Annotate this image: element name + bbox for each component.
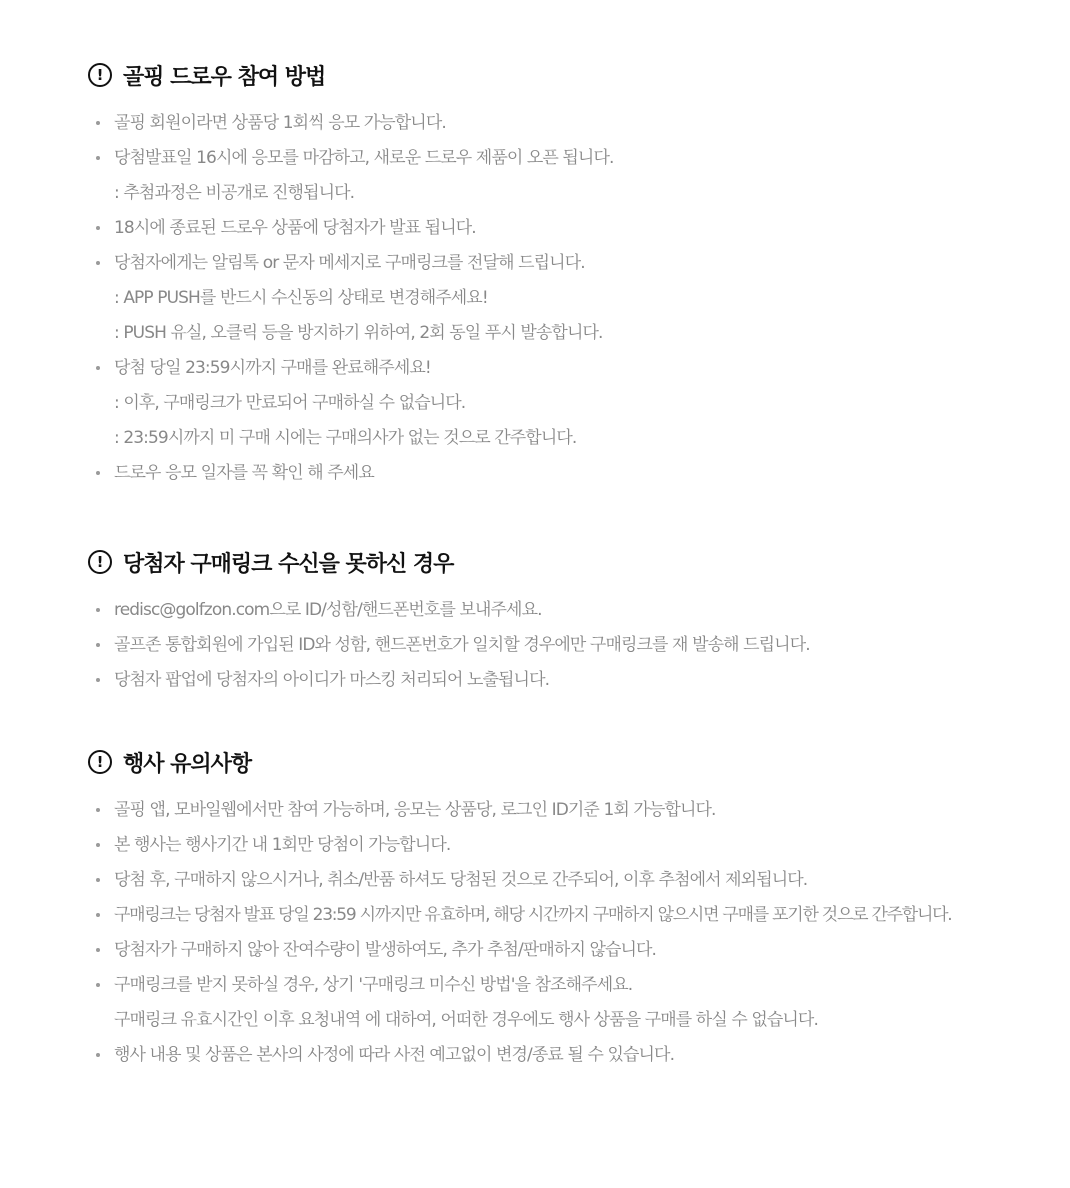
list-item: 당첨 당일 23:59시까지 구매를 완료해주세요!: [88, 351, 1050, 386]
section-title: 행사 유의사항: [123, 751, 252, 777]
exclamation-circle-icon: !: [88, 63, 112, 87]
list-item: 본 행사는 행사기간 내 1회만 당첨이 가능합니다.: [88, 828, 1050, 863]
notice-list: [88, 593, 1050, 698]
exclamation-circle-icon: !: [88, 750, 112, 774]
list-item: 구매링크는 당첨자 발표 당일 23:59 시까지만 유효하며, 해당 시간까지 구매하지 않으시면 구매를 포기한 것으로 간주합니다.: [88, 898, 1050, 933]
section-title: 당첨자 구매링크 수신을 못하신 경우: [123, 551, 454, 577]
list-item: 당첨자에게는 알림톡 or 문자 메세지로 구매링크를 전달해 드립니다.: [88, 246, 1050, 281]
section-header: [88, 60, 1050, 90]
list-item: 골핑 회원이라면 상품당 1회씩 응모 가능합니다.: [88, 106, 1050, 141]
section-header: [88, 547, 1050, 577]
list-item: 18시에 종료된 드로우 상품에 당첨자가 발표 됩니다.: [88, 211, 1050, 246]
list-item-note: : 23:59시까지 미 구매 시에는 구매의사가 없는 것으로 간주합니다.: [114, 428, 577, 448]
list-item: 당첨자가 구매하지 않아 잔여수량이 발생하여도, 추가 추첨/판매하지 않습니다.: [88, 933, 1050, 968]
list-item: 당첨자 팝업에 당첨자의 아이디가 마스킹 처리되어 노출됩니다.: [88, 663, 1050, 698]
notice-list: [88, 793, 1050, 1073]
list-item: 골핑 앱, 모바일웹에서만 참여 가능하며, 응모는 상품당, 로그인 ID기준 1회 가능합니다.: [88, 793, 1050, 828]
section-title: 골핑 드로우 참여 방법: [123, 64, 326, 90]
notice-list: [88, 106, 1050, 491]
list-item: 행사 내용 및 상품은 본사의 사정에 따라 사전 예고없이 변경/종료 될 수 있습니다.: [88, 1038, 1050, 1073]
list-item-note: : 이후, 구매링크가 만료되어 구매하실 수 없습니다.: [114, 393, 466, 413]
list-item: 드로우 응모 일자를 꼭 확인 해 주세요: [88, 456, 1050, 491]
section-link-not-received: [88, 547, 1050, 698]
list-item-note: 구매링크 유효시간인 이후 요청내역 에 대하여, 어떠한 경우에도 행사 상품을 구매를 하실 수 없습니다.: [114, 1010, 818, 1030]
section-event-notes: [88, 747, 1050, 1073]
list-item: redisc@golfzon.com으로 ID/성함/핸드폰번호를 보내주세요.: [88, 593, 1050, 628]
list-item-note: : APP PUSH를 반드시 수신동의 상태로 변경해주세요!: [114, 288, 488, 308]
list-item: 당첨 후, 구매하지 않으시거나, 취소/반품 하셔도 당첨된 것으로 간주되어, 이후 추첨에서 제외됩니다.: [88, 863, 1050, 898]
list-item: 구매링크를 받지 못하실 경우, 상기 '구매링크 미수신 방법'을 참조해주세요.: [88, 968, 1050, 1003]
list-item-note: : 추첨과정은 비공개로 진행됩니다.: [114, 183, 355, 203]
list-item-note: : PUSH 유실, 오클릭 등을 방지하기 위하여, 2회 동일 푸시 발송합니다.: [114, 323, 603, 343]
list-item: 골프존 통합회원에 가입된 ID와 성함, 핸드폰번호가 일치할 경우에만 구매링크를 재 발송해 드립니다.: [88, 628, 1050, 663]
list-item: 당첨발표일 16시에 응모를 마감하고, 새로운 드로우 제품이 오픈 됩니다.: [88, 141, 1050, 176]
section-draw-participation: [88, 60, 1050, 491]
exclamation-circle-icon: !: [88, 550, 112, 574]
section-header: [88, 747, 1050, 777]
